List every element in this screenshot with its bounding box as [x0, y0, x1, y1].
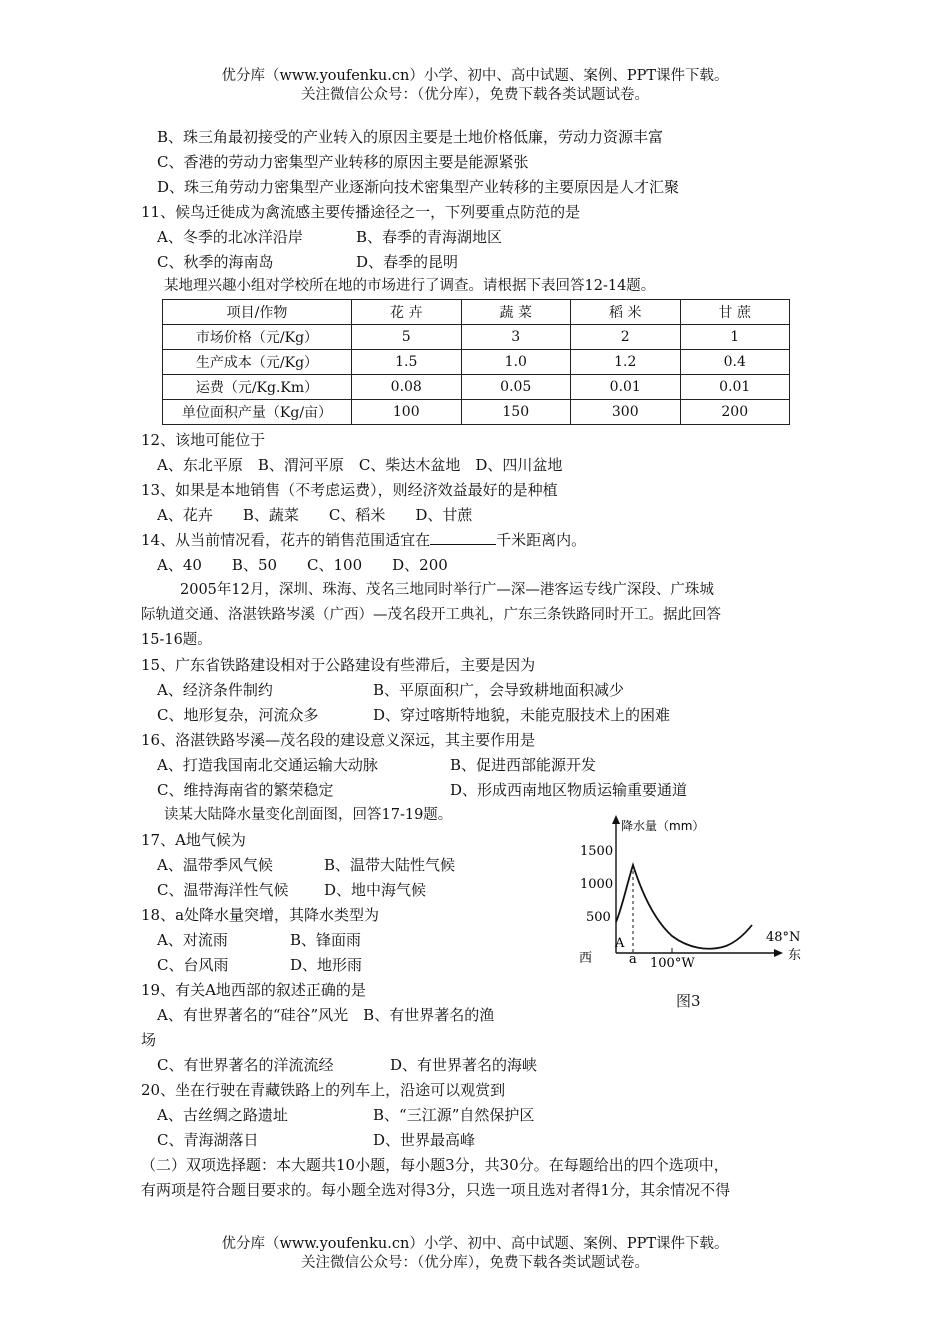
q18-stem: 18、a处降水量突增，其降水类型为: [141, 906, 380, 924]
q14-stem-post: 千米距离内。: [496, 531, 587, 549]
q17-option-d: D、地中海气候: [324, 881, 427, 899]
q11-option-a: A、冬季的北冰洋沿岸: [157, 228, 303, 246]
table-cell: 0.01: [571, 375, 681, 400]
table-cell: 1.0: [461, 350, 571, 375]
table-header-cell: 项目/作物: [163, 300, 352, 325]
q19-option-c: C、有世界著名的洋流流经: [157, 1056, 334, 1074]
table-cell: 单位面积产量（Kg/亩）: [163, 400, 352, 425]
label-48n: 48°N: [766, 930, 801, 945]
q17-option-c: C、温带海洋性气候: [157, 881, 289, 899]
y-tick-1500: 1500: [580, 844, 614, 859]
y-tick-500: 500: [586, 910, 611, 925]
table-cell: 150: [461, 400, 571, 425]
table-header-row: [163, 300, 790, 325]
y-axis-title: 降水量（mm）: [621, 819, 705, 833]
q13-options: A、花卉 B、蔬菜 C、稻米 D、甘蔗: [157, 506, 473, 524]
precipitation-curve: [616, 865, 752, 949]
q16-stem: 16、洛湛铁路岑溪—茂名段的建设意义深远，其主要作用是: [141, 731, 536, 749]
q19-option-ab: A、有世界著名的“硅谷”风光 B、有世界著名的渔: [157, 1006, 495, 1024]
intro-15-16-line3: 15-16题。: [141, 632, 212, 648]
table-row: [163, 350, 790, 375]
table-cell: 5: [352, 325, 462, 350]
q16-option-c: C、维持海南省的繁荣稳定: [157, 781, 334, 799]
table-cell: 0.4: [680, 350, 790, 375]
table-cell: 0.01: [680, 375, 790, 400]
q14-stem-pre: 14、从当前情况看，花卉的销售范围适宜在: [141, 531, 431, 549]
table-row: [163, 325, 790, 350]
table-cell: 2: [571, 325, 681, 350]
table-cell: 1: [680, 325, 790, 350]
table-cell: 3: [461, 325, 571, 350]
table-cell: 100: [352, 400, 462, 425]
market-survey-table: [162, 299, 790, 425]
label-100w: 100°W: [650, 956, 695, 967]
q20-stem: 20、坐在行驶在青藏铁路上的列车上，沿途可以观赏到: [141, 1081, 506, 1099]
section2-line1: （二）双项选择题：本大题共10小题，每小题3分，共30分。在每题给出的四个选项中，: [141, 1156, 729, 1174]
label-a: a: [629, 952, 637, 967]
table-cell: 1.5: [352, 350, 462, 375]
q17-option-a: A、温带季风气候: [157, 856, 273, 874]
table-cell: 市场价格（元/Kg）: [163, 325, 352, 350]
q16-option-b: B、促进西部能源开发: [450, 756, 597, 774]
q15-option-a: A、经济条件制约: [157, 681, 273, 699]
label-west: 西: [579, 951, 593, 966]
q19-option-ab-wrap: 场: [141, 1031, 157, 1049]
intro-15-16-line1: 2005年12月，深圳、珠海、茂名三地同时举行广—深—港客运专线广深段、广珠城: [180, 582, 714, 598]
q18-option-d: D、地形雨: [290, 956, 363, 974]
intro-15-16-line2: 际轨道交通、洛湛铁路岑溪（广西）—茂名段开工典礼，广东三条铁路同时开工。据此回答: [141, 607, 721, 623]
table-row: [163, 375, 790, 400]
q20-option-a: A、古丝绸之路遗址: [157, 1106, 288, 1124]
figure-caption: 图3: [676, 992, 701, 1010]
label-east: 东: [788, 948, 802, 963]
table-cell: 200: [680, 400, 790, 425]
q17-option-b: B、温带大陆性气候: [324, 856, 456, 874]
q16-option-a: A、打造我国南北交通运输大动脉: [157, 756, 378, 774]
table-header-cell: 甘 蔗: [680, 300, 790, 325]
table-cell: 生产成本（元/Kg）: [163, 350, 352, 375]
intro-12-14: 某地理兴趣小组对学校所在地的市场进行了调查。请根据下表回答12-14题。: [164, 278, 656, 294]
q10-option-b: B、珠三角最初接受的产业转入的原因主要是土地价格低廉，劳动力资源丰富: [157, 128, 664, 146]
q18-option-b: B、锋面雨: [290, 931, 362, 949]
table-cell: 1.2: [571, 350, 681, 375]
y-tick-1000: 1000: [580, 877, 614, 892]
q14-blank: [430, 530, 496, 545]
q16-option-d: D、形成西南地区物质运输重要通道: [450, 781, 688, 799]
q14-options: A、40 B、50 C、100 D、200: [157, 556, 448, 574]
q18-option-a: A、对流雨: [157, 931, 228, 949]
footer-line-1: 优分库（www.youfenku.cn）小学、初中、高中试题、案例、PPT课件下载。: [221, 1236, 729, 1252]
q17-stem: 17、A地气候为: [141, 831, 246, 849]
table-header-cell: 蔬 菜: [461, 300, 571, 325]
table-cell: 0.05: [461, 375, 571, 400]
precipitation-profile-figure: [578, 812, 810, 967]
q18-option-c: C、台风雨: [157, 956, 229, 974]
q14-stem: [141, 530, 586, 550]
table-header-cell: 花 卉: [352, 300, 462, 325]
x-axis-arrow: [774, 949, 783, 957]
section2-line2: 有两项是符合题目要求的。每小题全选对得3分，只选一项且选对者得1分，其余情况不得: [141, 1181, 731, 1199]
table-header-cell: 稻 米: [571, 300, 681, 325]
q13-stem: 13、如果是本地销售（不考虑运费），则经济效益最好的是种植: [141, 481, 558, 499]
q15-stem: 15、广东省铁路建设相对于公路建设有些滞后，主要是因为: [141, 656, 536, 674]
table-cell: 运费（元/Kg.Km）: [163, 375, 352, 400]
label-A: A: [615, 936, 625, 951]
header-line-1: 优分库（www.youfenku.cn）小学、初中、高中试题、案例、PPT课件下载。: [221, 68, 729, 84]
q20-option-c: C、青海湖落日: [157, 1131, 259, 1149]
q12-options: A、东北平原 B、渭河平原 C、柴达木盆地 D、四川盆地: [157, 456, 563, 474]
q12-stem: 12、该地可能位于: [141, 431, 266, 449]
q15-option-b: B、平原面积广，会导致耕地面积减少: [373, 681, 625, 699]
q20-option-d: D、世界最高峰: [373, 1131, 476, 1149]
q19-stem: 19、有关A地西部的叙述正确的是: [141, 981, 366, 999]
q11-stem: 11、候鸟迁徙成为禽流感主要传播途径之一，下列要重点防范的是: [141, 203, 581, 221]
intro-17-19: 读某大陆降水量变化剖面图，回答17-19题。: [164, 807, 453, 823]
q11-option-c: C、秋季的海南岛: [157, 253, 274, 271]
q10-option-d: D、珠三角劳动力密集型产业逐渐向技术密集型产业转移的主要原因是人才汇聚: [157, 178, 680, 196]
q11-option-b: B、春季的青海湖地区: [356, 228, 503, 246]
table-cell: 0.08: [352, 375, 462, 400]
q19-option-d: D、有世界著名的海峡: [390, 1056, 538, 1074]
q15-option-d: D、穿过喀斯特地貌，未能克服技术上的困难: [373, 706, 671, 724]
table-cell: 300: [571, 400, 681, 425]
q11-option-d: D、春季的昆明: [356, 253, 459, 271]
y-axis-arrow: [612, 815, 620, 824]
q20-option-b: B、“三江源”自然保护区: [373, 1106, 535, 1124]
q10-option-c: C、香港的劳动力密集型产业转移的原因主要是能源紧张: [157, 153, 529, 171]
footer-line-2: 关注微信公众号：（优分库），免费下载各类试题试卷。: [301, 1255, 649, 1271]
table-row: [163, 400, 790, 425]
header-line-2: 关注微信公众号：（优分库），免费下载各类试题试卷。: [301, 87, 649, 103]
q15-option-c: C、地形复杂，河流众多: [157, 706, 319, 724]
